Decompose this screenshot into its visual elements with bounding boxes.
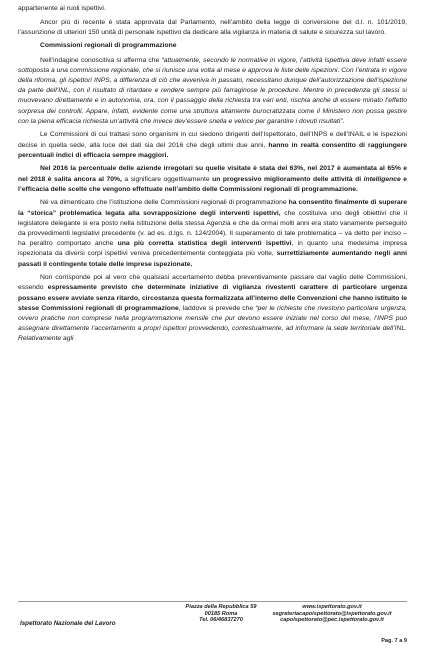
paragraph-4 (18, 164, 407, 195)
section-heading: Commissioni regionali di programmazione (40, 42, 177, 50)
paragraph-5-bold-3: surrettiziamente aumentando negli anni passati il contingente totale delle imprese ispezionate. (18, 250, 407, 268)
paragraph-2 (18, 56, 407, 127)
paragraph-2-tail: . (342, 117, 345, 125)
paragraph-6-quote: “per le richieste che rivestono particolare urgenza, ovvero pratiche non comprese nella programmazione mensile che pur devono essere iniziate nel corso del mese, l’INPS può assegnare direttamente l’accertamento a propri ispettori provvedendo, contestualmente, ad informare la sede territoriale dell’INL. Relativamente agli (18, 304, 407, 343)
footer-divider (18, 601, 407, 602)
paragraph-5-text: Né va dimenticato che l’istituzione delle Commissioni regionali di programmazione (40, 199, 289, 207)
footer-contacts (257, 604, 407, 624)
footer-email-link[interactable]: segreteriacapoispettorato@ispettorato.gov.it (272, 610, 392, 617)
paragraph-5-text-2: che costituiva uno degli obiettivi che il legislatore delegante si era posto nella istituzione della stessa Agenzia e che da ormai molti anni era stato vanamente perseguito da provvedimenti legislativi precedente (v. ad es. d.lgs. n. 124/2004). Il superamento di tale problematica – va detto per inciso – ha peraltro comportato anche (18, 209, 407, 248)
paragraph-4-text: a significare oggettivamente (121, 175, 213, 183)
paragraph-0 (18, 4, 407, 14)
paragraph-6-bold: espressamente previsto che determinate iniziative di vigilanza rivestenti carattere di particolare urgenza possano essere avviate senza ritardo, circostanza questa formalizzata all’interno delle Convenzioni che hanno istituito le stesse Commissioni regionali di programmazione (18, 284, 407, 312)
paragraph-4-italic: intelligence (363, 175, 401, 183)
page-footer (18, 604, 407, 648)
paragraph-2-quote: “attualmente, secondo le normative in vigore, l’attività ispettiva deve infatti essere sottoposta a una commissione regionale, che si riunisce una volta al mese e approva le liste delle ispezioni. Con l’entrata in vigore della riforma, gli ispettori INPS, a differenza di ciò che avveniva in passato, necessitano dunque dell’autorizzazione dell’ispezione da parte dell’INL, con il risultato di ritardare e rendere sempre più farraginose le procedure. Mentre in precedenza gli stessi si muovevano direttamente e in autonomia, ora, con il passaggio della richiesta tra vari enti, rischia anche di essere minato l’effetto sorpresa dei controlli. Appare, infatti, evidente come una struttura altamente burocratizzata come il Ministero non possa gestire con la piena efficacia richiesta un’attività che invece dev’essere snella e veloce per garantire i dovuti risultati” (18, 56, 407, 125)
page-number: Pag. 7 a 9 (381, 638, 407, 644)
paragraph-4-bold-2: un progressivo miglioramento delle attività di (212, 175, 364, 183)
footer-organization: Ispettorato Nazionale del Lavoro (20, 620, 116, 627)
paragraph-3-bold: hanno in realtà consentito di raggiungere percentuali indici di efficacia sempre maggiori. (18, 141, 407, 159)
document-body (18, 4, 407, 596)
paragraph-5-bold-2: una più corretta statistica degli interventi ispettivi (117, 240, 292, 248)
paragraph-2-lead: Nell’indagine conoscitiva si afferma che (40, 56, 162, 64)
footer-pec-link[interactable]: capoispettorato@pec.ispettorato.gov.it (280, 617, 384, 624)
paragraph-3-text: Le Commissioni di cui trattasi sono organismi in cui siedono dirigenti dell’Ispettorato, dell’INPS e dell’INAIL e le ispezioni decise in quella sede, alla luce dei dati sia del 2016 che degli ultimi due anni, (18, 131, 407, 149)
paragraph-5-text-3: , in quanto una medesima impresa ispezionata da diversi corpi ispettivi veniva precedentemente conteggiata più volte, (18, 240, 407, 258)
paragraph-4-bold: Nel 2016 la percentuale delle aziende irregolari su quelle visitate è stata del 63%, nel 2017 è aumentata al 65% e nel 2018 è salita ancora al 70%, (18, 165, 407, 183)
paragraph-6-text-2: , laddove si prevede che (178, 304, 256, 312)
paragraph-1-text: Ancor più di recente è stata approvata dal Parlamento, nell’ambito della legge di conversione del d.l. n. 101/2019, l’assunzione di ulteriori 150 unità di personale ispettivo da dedicare alla vigilanza in materia di salute e sicurezza sul lavoro. (18, 18, 407, 36)
paragraph-3 (18, 130, 407, 161)
footer-address (181, 604, 261, 624)
paragraph-1 (18, 18, 407, 38)
paragraph-0-text: appartenente ai ruoli ispettivi. (18, 5, 106, 12)
paragraph-4-bold-3: e l’efficacia delle scelte che vengono effettuate nell’ambito delle Commissioni regionali di programmazione. (18, 175, 407, 193)
paragraph-6 (18, 273, 407, 344)
paragraph-6-text: Non corrisponde poi al vero che qualsiasi accertamento debba preventivamente passare dal vaglio delle Commissioni, essendo (18, 274, 407, 292)
paragraph-5 (18, 198, 407, 269)
footer-address-line-2: 00185 Roma (204, 610, 238, 617)
footer-phone: Tel. 06/46837270 (199, 617, 243, 624)
footer-address-line-1: Piazza della Repubblica 59 (185, 604, 257, 610)
footer-website-link[interactable]: www.ispettorato.gov.it (302, 604, 362, 610)
paragraph-5-bold: ha consentito finalmente di superare la “storica” problematica legata alla sovrapposizione degli interventi ispettivi, (18, 199, 407, 217)
